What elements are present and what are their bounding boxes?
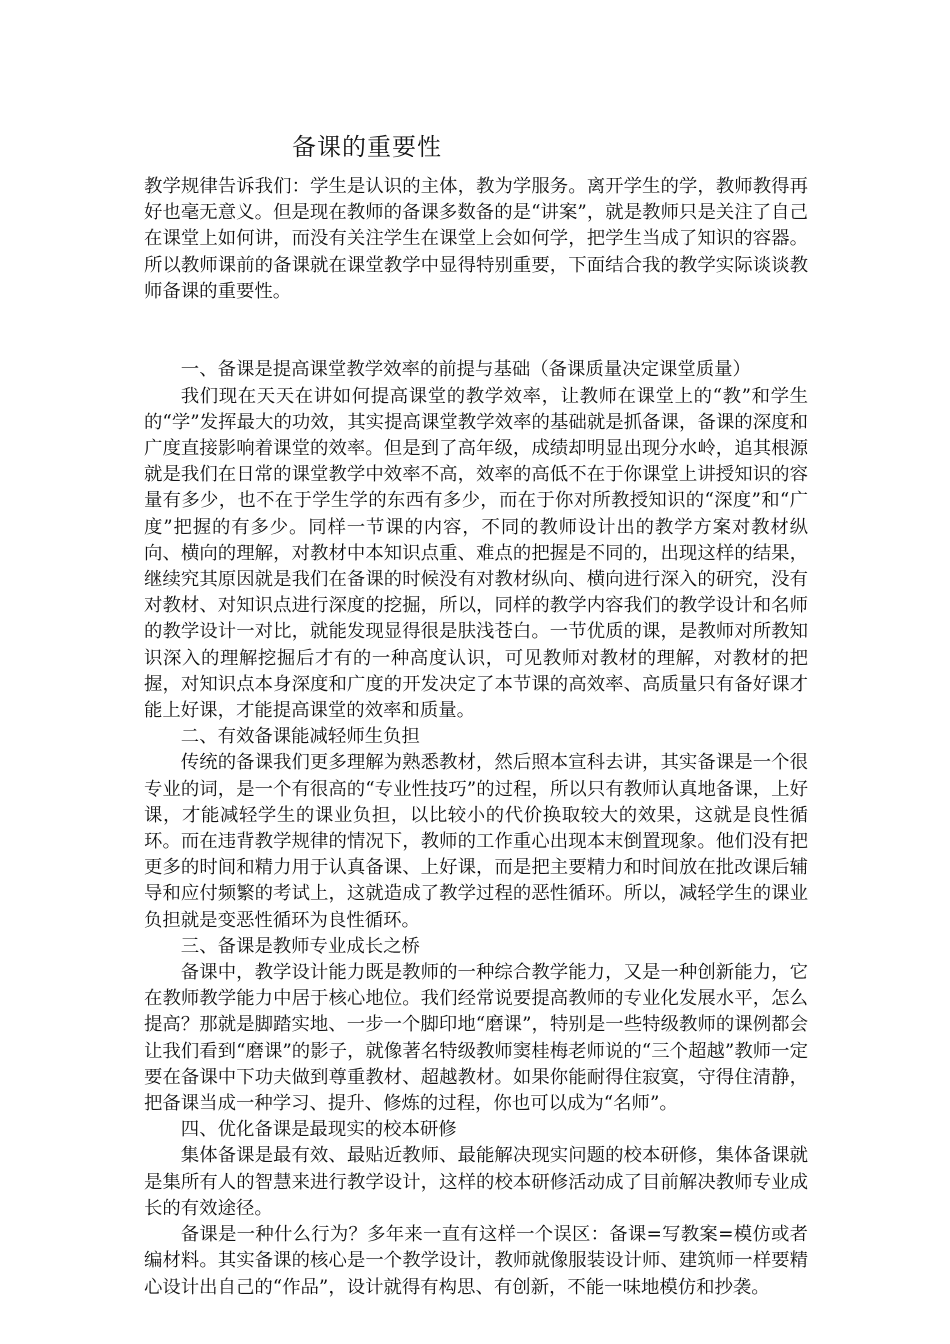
document-title: 备课的重要性	[292, 133, 442, 161]
section-heading-2: 二、有效备课能减轻师生负担	[180, 726, 420, 748]
section-heading-1: 一、备课是提高课堂教学效率的前提与基础（备课质量决定课堂质量）	[180, 359, 751, 381]
section-1-paragraph-1: 我们现在天天在讲如何提高课堂的教学效率，让教师在课堂上的“教”和学生的“学”发挥最大的功效，其实提高课堂教学效率的基础就是抓备课，备课的深度和广度直接影响着课堂的效率。但是到了高年级，成绩却明显出现分水岭，追其根源就是我们在日常的课堂教学中效率不高，效率的高低不在于你课堂上讲授知识的容量有多少，也不在于学生学的东西有多少，而在于你对所教授知识的“深度”和“广度”把握的有多少。同样一节课的内容，不同的教师设计出的教学方案对教材纵向、横向的理解，对教材中本知识点重、难点的把握是不同的，出现这样的结果，继续究其原因就是我们在备课的时候没有对教材纵向、横向进行深入的研究，没有对教材、对知识点进行深度的挖掘，所以，同样的教学内容我们的教学设计和名师的教学设计一对比，就能发现显得很是肤浅苍白。一节优质的课，是教师对所教知识深入的理解挖掘后才有的一种高度认识，可见教师对教材的理解，对教材的把握，对知识点本身深度和广度的开发决定了本节课的高效率、高质量只有备好课才能上好课，才能提高课堂的效率和质量。	[144, 385, 808, 722]
section-2-paragraph-1: 传统的备课我们更多理解为熟悉教材，然后照本宣科去讲，其实备课是一个很专业的词，是一个有很高的“专业性技巧”的过程，所以只有教师认真地备课，上好课，才能减轻学生的课业负担，以比较小的代价换取较大的效果，这就是良性循环。而在违背教学规律的情况下，教师的工作重心出现本末倒置现象。他们没有把更多的时间和精力用于认真备课、上好课，而是把主要精力和时间放在批改课后辅导和应付频繁的考试上，这就造成了教学过程的恶性循环。所以，减轻学生的课业负担就是变恶性循环为良性循环。	[144, 752, 808, 931]
intro-paragraph: 教学规律告诉我们：学生是认识的主体，教为学服务。离开学生的学，教师教得再好也毫无意义。但是现在教师的备课多数备的是“讲案”，就是教师只是关注了自己在课堂上如何讲，而没有关注学生在课堂上会如何学，把学生当成了知识的容器。所以教师课前的备课就在课堂教学中显得特别重要，下面结合我的教学实际谈谈教师备课的重要性。	[144, 176, 808, 302]
section-3-paragraph-1: 备课中，教学设计能力既是教师的一种综合教学能力，又是一种创新能力，它在教师教学能力中居于核心地位。我们经常说要提高教师的专业化发展水平，怎么提高？那就是脚踏实地、一步一个脚印地“磨课”，特别是一些特级教师的课例都会让我们看到“磨课”的影子，就像著名特级教师窦桂梅老师说的“三个超越”教师一定要在备课中下功夫做到尊重教材、超越教材。如果你能耐得住寂寞，守得住清静，把备课当成一种学习、提升、修炼的过程，你也可以成为“名师”。	[144, 962, 808, 1115]
paragraph-spacer	[144, 331, 808, 357]
document-body	[144, 174, 808, 1301]
section-heading-4: 四、优化备课是最现实的校本研修	[180, 1119, 457, 1141]
section-4-paragraph-2: 备课是一种什么行为？多年来一直有这样一个误区：备课=写教案=模仿或者编材料。其实备课的核心是一个教学设计，教师就像服装设计师、建筑师一样要精心设计出自己的“作品”，设计就得有构思、有创新，不能一味地模仿和抄袭。	[144, 1224, 808, 1298]
paragraph-spacer	[144, 305, 808, 331]
section-heading-3: 三、备课是教师专业成长之桥	[180, 935, 420, 957]
section-4-paragraph-1: 集体备课是最有效、最贴近教师、最能解决现实问题的校本研修，集体备课就是集所有人的智慧来进行教学设计，这样的校本研修活动成了目前解决教师专业成长的有效途径。	[144, 1145, 808, 1219]
